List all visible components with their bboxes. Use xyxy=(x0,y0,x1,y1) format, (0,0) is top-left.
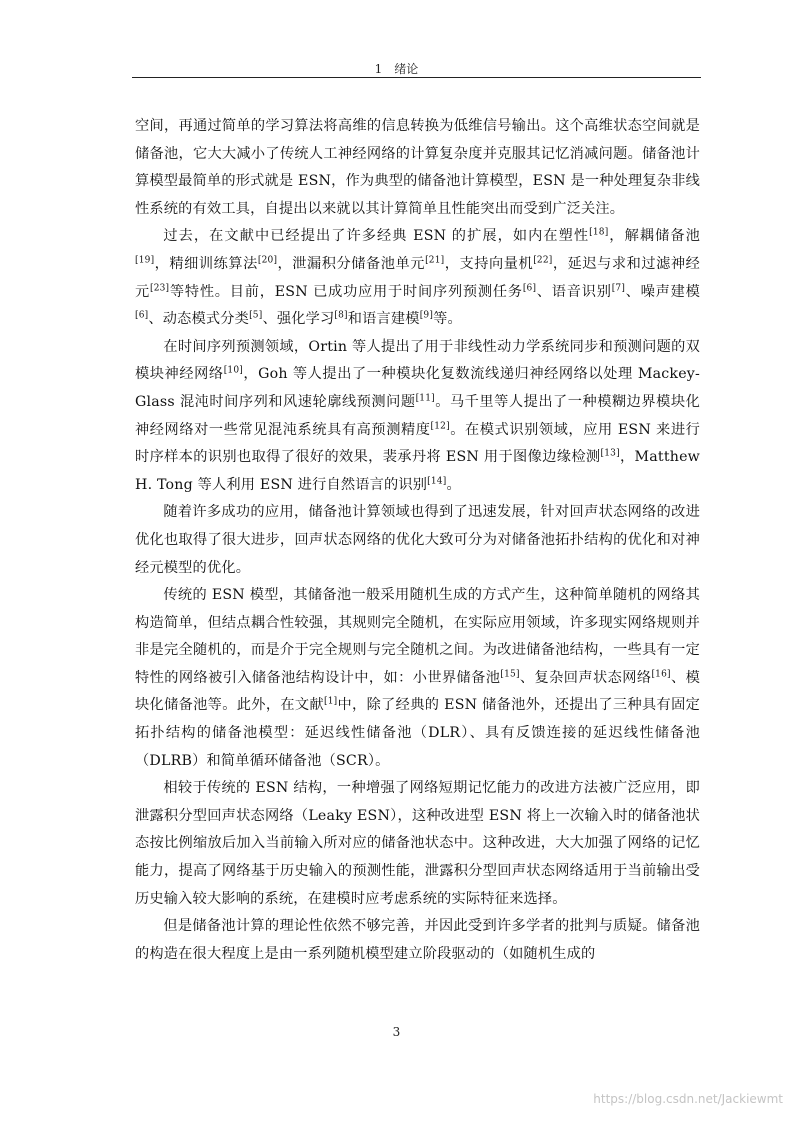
paragraph xyxy=(135,113,700,223)
citation-ref: [22] xyxy=(533,255,553,266)
text-run: 、噪声建模 xyxy=(625,283,700,300)
text-run: 。在模式识别领域，应用 ESN 来进行时序样本的识别也取得了很好的效果，裴承丹将 ESN 用于图像边缘检测 xyxy=(135,421,700,466)
citation-ref: [21] xyxy=(425,255,445,266)
citation-ref: [5] xyxy=(249,310,263,321)
running-header: 1 绪论 xyxy=(374,62,419,76)
text-run: 、复杂回声状态网络 xyxy=(519,669,652,686)
citation-ref: [18] xyxy=(589,227,609,238)
text-run: 传统的 ESN 模型，其储备池一般采用随机生成的方式产生，这种简单随机的网络其构造简单，但结点耦合性较强，其规则完全随机，在实际应用领域，许多现实网络规则并非是完全随机的，而是介于完全规则与完全随机之间。为改进储备池结构，一些具有一定特性的网络被引入储备池结构设计中，如：小世界储备池 xyxy=(135,587,700,686)
citation-ref: [12] xyxy=(430,420,450,431)
page-number: 3 xyxy=(392,1025,401,1039)
text-run: ，延迟与求和过滤神经元 xyxy=(135,255,700,300)
citation-ref: [14] xyxy=(427,475,447,486)
watermark: https://blog.csdn.net/Jackiewmt xyxy=(593,1092,783,1106)
text-run: ，Matthew H. Tong 等人利用 ESN 进行自然语言的识别 xyxy=(135,449,701,493)
citation-ref: [23] xyxy=(149,282,170,293)
text-run: 、模块化储备池等。此外，在文献 xyxy=(135,669,700,714)
text-run: 过去，在文献中已经提出了许多经典 ESN 的扩展，如内在塑性 xyxy=(163,228,590,245)
citation-ref: [6] xyxy=(522,282,537,293)
citation-ref: [7] xyxy=(611,282,626,293)
text-run: 。 xyxy=(446,476,461,493)
citation-ref: [20] xyxy=(257,255,278,266)
text-run: ，支持向量机 xyxy=(444,255,534,272)
text-run: 中，除了经典的 ESN 储备池外，还提出了三种具有固定拓扑结构的储备池模型：延迟线性储备池（DLR）、具有反馈连接的延迟线性储备池（DLRB）和简单循环储备池（SCR）。 xyxy=(135,697,700,769)
text-run: ，解耦储备池 xyxy=(608,228,700,245)
citation-ref: [6] xyxy=(135,310,149,321)
citation-ref: [1] xyxy=(324,696,338,707)
text-run: 等。 xyxy=(433,311,462,328)
text-run: ，精细训练算法 xyxy=(154,255,258,272)
text-run: ，泄漏积分储备池单元 xyxy=(277,255,426,272)
body-text xyxy=(135,113,700,968)
citation-ref: [15] xyxy=(500,669,520,680)
text-run: 、语音识别 xyxy=(536,283,612,300)
citation-ref: [11] xyxy=(415,393,435,404)
text-run: 随着许多成功的应用，储备池计算领域也得到了迅速发展，针对回声状态网络的改进优化也取得了很大进步，回声状态网络的优化大致可分为对储备池拓扑结构的优化和对神经元模型的优化。 xyxy=(135,504,700,576)
citation-ref: [13] xyxy=(600,448,620,459)
paragraph xyxy=(135,775,700,913)
paragraph xyxy=(135,499,700,582)
citation-ref: [16] xyxy=(651,669,671,680)
citation-ref: [10] xyxy=(223,365,243,376)
text-run: 但是储备池计算的理论性依然不够完善，并因此受到许多学者的批判与质疑。储备池的构造在很大程度上是由一系列随机模型建立阶段驱动的（如随机生成的 xyxy=(135,918,700,962)
text-run: 相较于传统的 ESN 结构，一种增强了网络短期记忆能力的改进方法被广泛应用，即泄露积分型回声状态网络（Leaky ESN），这种改进型 ESN 将上一次输入时的储备池状态按比例缩放后加入当前输入所对应的储备池状态中。这种改进，大大加强了网络的记忆能力，提高了网络基于历史输入的预测性能，泄露积分型回声状态网络适用于当前输出受历史输入较大影响的系统，在建模时应考虑系统的实际特征来选择。 xyxy=(135,780,700,907)
paragraph xyxy=(135,582,700,775)
text-run: 和语言建模 xyxy=(347,311,420,328)
paragraph xyxy=(135,913,700,968)
citation-ref: [8] xyxy=(334,310,348,321)
paragraph xyxy=(135,223,700,333)
text-run: 、动态模式分类 xyxy=(148,311,250,328)
citation-ref: [9] xyxy=(419,310,434,321)
text-run: ，Goh 等人提出了一种模块化复数流线递归神经网络以处理 Mackey-Glass 混沌时间序列和风速轮廓线预测问题 xyxy=(135,366,701,410)
text-run: 空间，再通过简单的学习算法将高维的信息转换为低维信号输出。这个高维状态空间就是储备池，它大大减小了传统人工神经网络的计算复杂度并克服其记忆消减问题。储备池计算模型最简单的形式就是 ESN，作为典型的储备池计算模型，ESN 是一种处理复杂非线性系统的有效工具，自提出以来就以其计算简单且性能突出而受到广泛关注。 xyxy=(135,118,700,217)
header-rule xyxy=(132,77,701,78)
text-run: 。马千里等人提出了一种模糊边界模块化神经网络对一些常见混沌系统具有高预测精度 xyxy=(135,393,700,438)
text-run: 等特性。目前，ESN 已成功应用于时间序列预测任务 xyxy=(169,283,523,300)
text-run: 在时间序列预测领域，Ortin 等人提出了用于非线性动力学系统同步和预测问题的双模块神经网络 xyxy=(135,338,700,383)
text-run: 、强化学习 xyxy=(262,311,335,328)
citation-ref: [19] xyxy=(135,255,155,266)
paragraph xyxy=(135,334,700,500)
